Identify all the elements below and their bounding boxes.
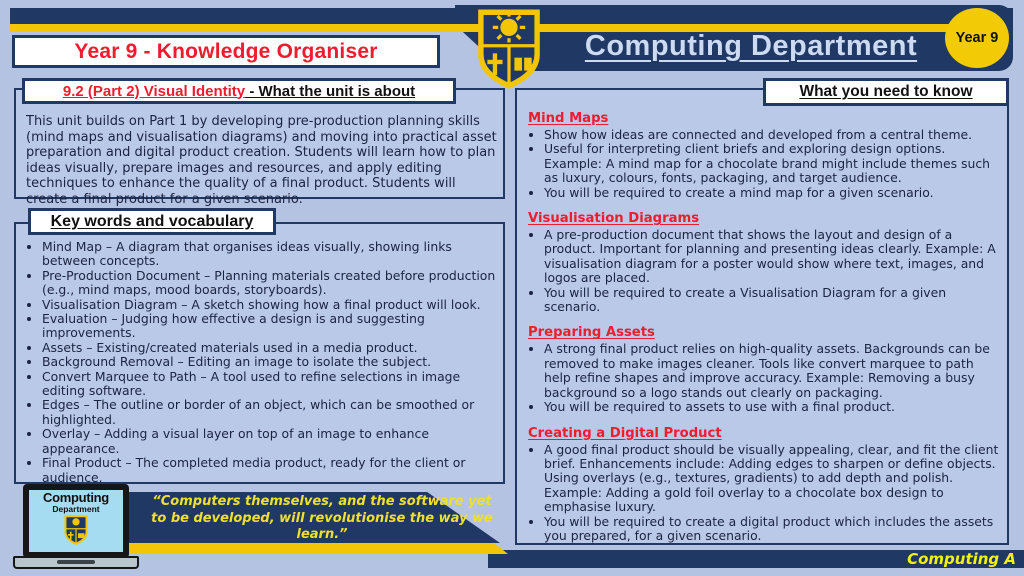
page-title-box xyxy=(12,35,440,68)
keyword-item: • Overlay – Adding a visual layer on top of an image to enhance appearance. xyxy=(42,427,500,456)
keyword-item: • Convert Marquee to Path – A tool used to refine selections in image editing software. xyxy=(42,370,500,399)
keyword-item: • Assets – Existing/created materials used in a media product. xyxy=(42,341,500,355)
department-title: Computing Department xyxy=(584,29,918,62)
keyword-item: • Edges – The outline or border of an object, which can be smoothed or highlighted. xyxy=(42,398,500,427)
keyword-item: • Final Product – The completed media product, ready for the client or audience. xyxy=(42,456,500,485)
laptop-base xyxy=(13,556,139,569)
keyword-item: • Mind Map – A diagram that organises ideas visually, showing links between concepts. xyxy=(42,240,500,269)
bullet-item: • Show how ideas are connected and developed from a central theme. xyxy=(544,128,1002,142)
keywords-heading: Key words and vocabulary xyxy=(50,212,254,230)
keyword-item: • Pre-Production Document – Planning materials created before production (e.g., mind maps, mood boards, storyboards). xyxy=(42,269,500,298)
keyword-item: • Visualisation Diagram – A sketch showing how a final product will look. xyxy=(42,298,500,312)
unit-description: This unit builds on Part 1 by developing pre-production planning skills (mind maps and visualisation diagrams) and moving into practical asset preparation and digital product creation. Students will learn how to plan ideas visually, prepare images and resources, and apply editing techniques to enhance the quality of a final product. Students will create a final product for a given scenario. xyxy=(26,114,497,207)
need-to-know-heading: What you need to know xyxy=(799,83,973,100)
unit-heading-black: - What the unit is about xyxy=(245,82,416,100)
need-to-know-box xyxy=(515,88,1009,545)
bullet-item: • You will be required to create a digital product which includes the assets you prepared, for a given scenario. xyxy=(544,515,1002,544)
unit-about-box xyxy=(14,88,505,207)
bullet-item: • You will be required to create a Visualisation Diagram for a given scenario. xyxy=(544,286,1002,315)
unit-header-box xyxy=(22,78,456,104)
section-bullets xyxy=(528,228,1002,314)
keyword-item: • Background Removal – Editing an image to isolate the subject. xyxy=(42,355,500,369)
section-bullets xyxy=(528,342,1002,414)
year-badge: Year 9 xyxy=(945,8,1009,68)
section-title: Mind Maps xyxy=(528,111,609,126)
section-bullets xyxy=(528,443,1002,544)
bullet-item: • You will be required to assets to use with a final product. xyxy=(544,400,1002,414)
section-mind-maps xyxy=(528,111,1002,200)
section-creating-digital-product xyxy=(528,426,1002,544)
school-crest-icon xyxy=(472,9,546,89)
laptop-crest-icon xyxy=(63,515,89,545)
laptop-logo xyxy=(13,484,139,572)
unit-heading-red: 9.2 (Part 2) Visual Identity xyxy=(62,82,246,100)
section-title: Preparing Assets xyxy=(528,325,655,341)
laptop-logo-subtitle: Department xyxy=(52,504,100,514)
section-title: Creating a Digital Product xyxy=(528,425,722,441)
bullet-item: • Useful for interpreting client briefs and exploring design options. Example: A mind map for a chocolate brand might include themes such as luxury, colours, fonts, packaging, and target audience. xyxy=(544,142,1002,185)
laptop-screen xyxy=(23,484,129,558)
keyword-item: • Evaluation – Judging how effective a design is and suggesting improvements. xyxy=(42,312,500,341)
keywords-list xyxy=(26,240,500,485)
need-to-know-header-box xyxy=(763,78,1009,106)
page-title: Year 9 - Knowledge Organiser xyxy=(74,39,378,63)
section-visualisation-diagrams xyxy=(528,211,1002,314)
section-title: Visualisation Diagrams xyxy=(528,211,700,227)
section-preparing-assets xyxy=(528,325,1002,414)
keywords-box xyxy=(14,222,505,484)
bottom-watermark-bar xyxy=(488,550,1024,568)
keywords-header-box xyxy=(28,208,276,235)
section-bullets xyxy=(528,128,1002,200)
bullet-item: • A strong final product relies on high-quality assets. Backgrounds can be removed to make images cleaner. Tools like convert marquee to path help refine shapes and improve accuracy. Example: Removing a busy background so a logo stands out clearly on packaging. xyxy=(544,342,1002,400)
bullet-item: • You will be required to create a mind map for a given scenario. xyxy=(544,186,1002,200)
watermark-text: Computing A xyxy=(907,550,1016,568)
quote-text: “Computers themselves, and the software yet to be developed, will revolutionise the way we learn.” xyxy=(151,494,493,543)
bullet-item: • A good final product should be visually appealing, clear, and fit the client brief. Enhancements include: Adding edges to sharpen or define objects. Using overlays (e.g., textures, gradients) to add depth and polish. Example: Adding a gold foil overlay to a chocolate box design to emphasise luxury. xyxy=(544,443,1002,515)
bullet-item: • A pre-production document that shows the layout and design of a product. Important for planning and presenting ideas clearly. Example: A visualisation diagram for a poster would show where text, images, and logos are placed. xyxy=(544,228,1002,286)
laptop-logo-title: Computing xyxy=(43,490,109,505)
